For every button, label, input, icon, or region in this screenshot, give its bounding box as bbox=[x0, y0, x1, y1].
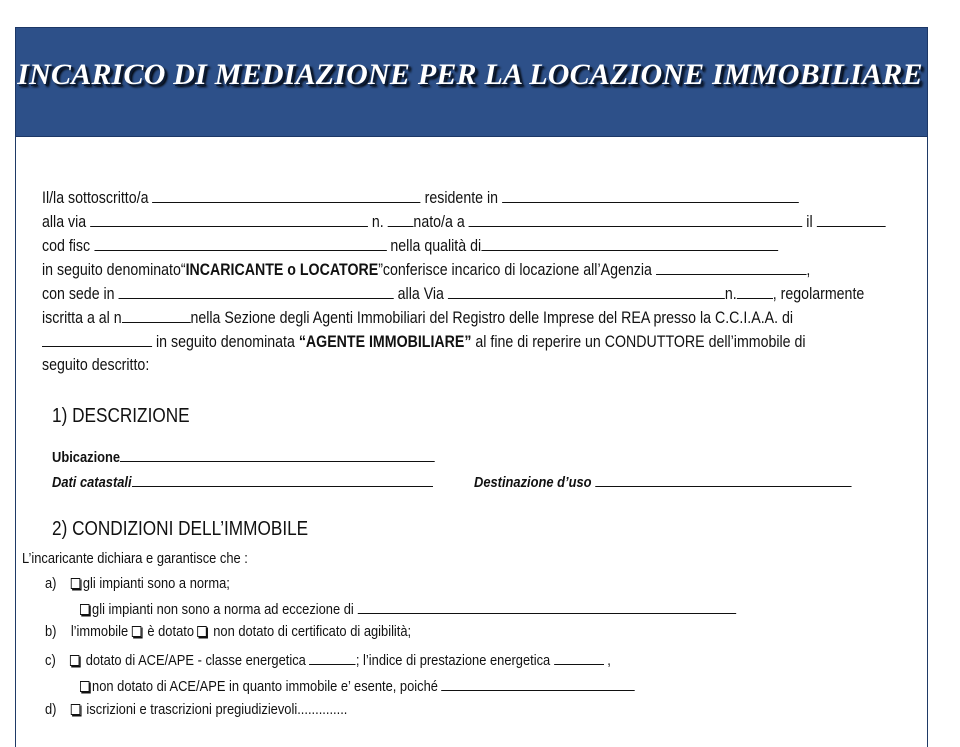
intro-text: residente in bbox=[420, 189, 502, 207]
checkbox-ape-esente[interactable] bbox=[80, 681, 89, 692]
item-b-text: è dotato bbox=[143, 623, 198, 640]
cciaa-field[interactable] bbox=[42, 331, 152, 347]
street-number-field[interactable] bbox=[388, 211, 414, 227]
intro-text: , bbox=[806, 261, 811, 279]
intro-text: nato/a a bbox=[413, 213, 469, 231]
agency-street-field[interactable] bbox=[448, 283, 725, 299]
item-d-text: iscrizioni e trascrizioni pregiudizievoli.............. bbox=[82, 701, 348, 718]
item-b-label: b) bbox=[45, 623, 57, 640]
item-d-label: d) bbox=[45, 701, 57, 718]
intro-line-2 bbox=[42, 211, 885, 232]
birthplace-field[interactable] bbox=[469, 211, 803, 227]
checkbox-impianti-norma[interactable] bbox=[71, 578, 80, 589]
name-field[interactable] bbox=[152, 187, 420, 203]
item-b bbox=[45, 622, 411, 642]
intro-text: Il/la sottoscritto/a bbox=[42, 189, 153, 207]
intro-text: in seguito denominato“ bbox=[42, 261, 186, 279]
catastali-row bbox=[52, 471, 433, 493]
intro-line-3 bbox=[42, 235, 778, 256]
item-d bbox=[45, 700, 347, 720]
section-2-lead: L’incaricante dichiara e garantisce che : bbox=[22, 550, 248, 567]
intro-text: nella Sezione degli Agenti Immobiliari del Registro delle Imprese del REA presso la C.C.I.A.A. di bbox=[190, 309, 794, 327]
intro-line-5 bbox=[42, 283, 864, 304]
destinazione-row bbox=[474, 471, 851, 493]
item-a2 bbox=[80, 598, 736, 620]
item-c2 bbox=[80, 675, 635, 697]
ubicazione-label: Ubicazione bbox=[52, 449, 121, 466]
item-c1 bbox=[45, 649, 611, 671]
agency-field[interactable] bbox=[656, 259, 807, 275]
intro-line-6 bbox=[42, 307, 793, 328]
intro-line-8 bbox=[42, 355, 149, 375]
checkbox-dotato-agibilita[interactable] bbox=[132, 626, 141, 637]
intro-text: ”conferisce incarico di locazione all’Agenzia bbox=[378, 261, 656, 279]
registration-number-field[interactable] bbox=[122, 307, 191, 323]
incaricante-label: INCARICANTE o LOCATORE bbox=[185, 261, 379, 279]
section-1-heading: 1) DESCRIZIONE bbox=[52, 405, 190, 427]
checkbox-non-dotato-agibilita[interactable] bbox=[198, 626, 207, 637]
document-title: INCARICO DI MEDIAZIONE PER LA LOCAZIONE IMMOBILIARE bbox=[17, 58, 923, 91]
ubicazione-row bbox=[52, 446, 435, 468]
intro-text: al fine di reperire un CONDUTTORE dell’immobile di bbox=[471, 333, 806, 351]
classe-energetica-field[interactable] bbox=[309, 649, 355, 665]
intro-text: iscritta a al n bbox=[42, 309, 122, 327]
item-b-text: l’immobile bbox=[70, 623, 132, 640]
intro-text: alla via bbox=[42, 213, 91, 231]
ubicazione-field[interactable] bbox=[120, 446, 435, 462]
section-2-heading: 2) CONDIZIONI DELL’IMMOBILE bbox=[52, 518, 309, 540]
intro-text: nella qualità di bbox=[386, 237, 482, 255]
intro-text: in seguito denominata bbox=[152, 333, 299, 351]
item-c1-text: dotato di ACE/APE - classe energetica bbox=[82, 652, 310, 669]
dati-catastali-label: Dati catastali bbox=[52, 474, 132, 491]
intro-text: cod fisc bbox=[42, 237, 95, 255]
intro-text: n. bbox=[724, 285, 737, 303]
item-c1-text: , bbox=[603, 652, 611, 669]
item-a1-text: gli impianti sono a norma; bbox=[82, 575, 230, 592]
item-a2-text: gli impianti non sono a norma ad eccezione di bbox=[92, 601, 358, 618]
intro-text: seguito descritto: bbox=[42, 356, 150, 374]
intro-text: , regolarmente bbox=[772, 285, 865, 303]
tax-code-field[interactable] bbox=[94, 235, 386, 251]
item-a1 bbox=[45, 574, 230, 594]
dati-catastali-field[interactable] bbox=[132, 471, 433, 487]
agente-label: “AGENTE IMMOBILIARE” bbox=[298, 333, 472, 351]
intro-line-1 bbox=[42, 187, 799, 208]
item-c2-text: non dotato di ACE/APE in quanto immobile e’ esente, poiché bbox=[92, 678, 442, 695]
capacity-field[interactable] bbox=[481, 235, 778, 251]
birthdate-field[interactable] bbox=[817, 211, 886, 227]
intro-line-4 bbox=[42, 259, 810, 280]
eccezione-field[interactable] bbox=[357, 598, 735, 614]
checkbox-iscrizioni[interactable] bbox=[71, 704, 80, 715]
esenzione-field[interactable] bbox=[442, 675, 636, 691]
destinazione-field[interactable] bbox=[595, 471, 851, 487]
residence-field[interactable] bbox=[502, 187, 799, 203]
intro-text: n. bbox=[367, 213, 388, 231]
agency-number-field[interactable] bbox=[737, 283, 773, 299]
item-c-label: c) bbox=[45, 652, 56, 669]
item-b-text: non dotato di certificato di agibilità; bbox=[209, 623, 412, 640]
checkbox-ape-dotato[interactable] bbox=[70, 655, 79, 666]
intro-text: con sede in bbox=[42, 285, 119, 303]
checkbox-impianti-non-norma[interactable] bbox=[80, 604, 89, 615]
indice-prestazione-field[interactable] bbox=[554, 649, 604, 665]
street-field[interactable] bbox=[90, 211, 368, 227]
intro-text: alla Via bbox=[393, 285, 448, 303]
agency-city-field[interactable] bbox=[119, 283, 394, 299]
intro-text: il bbox=[802, 213, 817, 231]
item-c1-text: ; l’indice di prestazione energetica bbox=[355, 652, 554, 669]
destinazione-label: Destinazione d’uso bbox=[474, 474, 592, 491]
intro-line-7 bbox=[42, 331, 806, 352]
item-a-label: a) bbox=[45, 575, 57, 592]
